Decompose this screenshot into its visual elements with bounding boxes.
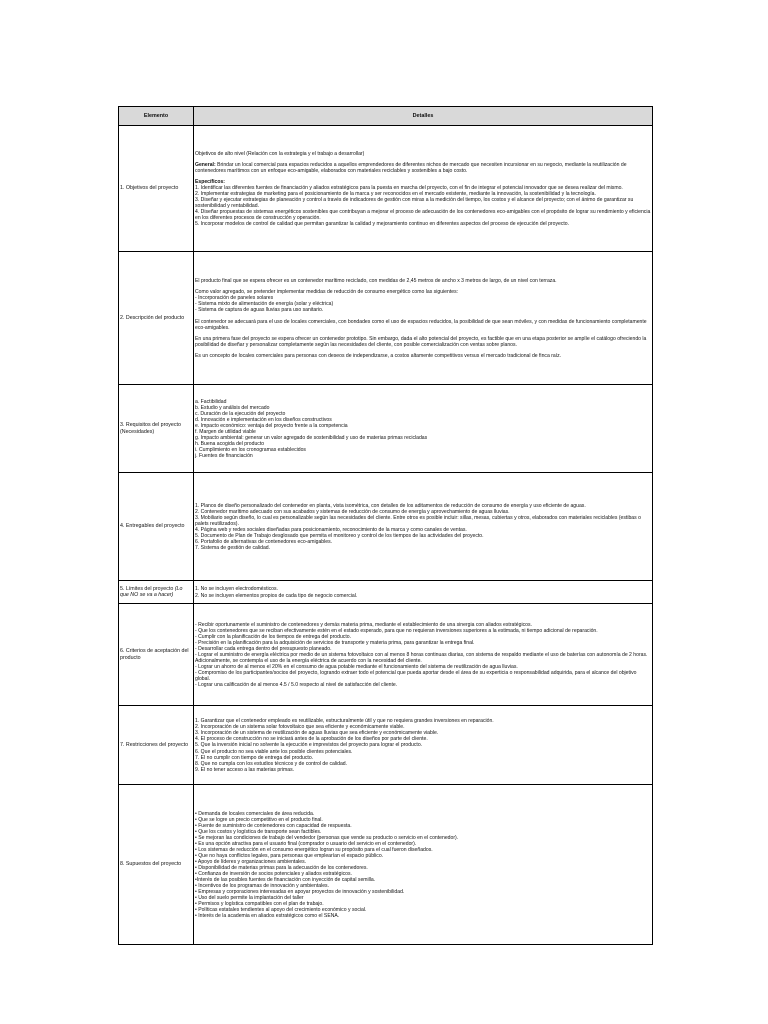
detail-line: - Recibir oportunamente el suministro de contenedores y demás materia prima, mediante el establecimiento de una sinergia con aliados estratégicos. [195, 621, 532, 628]
detail-line: - Compromiso de los participantes/socios del proyecto, logrando extraer todo el potencial que pueda aportar desde el área de su experticia o responsabilidad adquirida, para el alcance del objetivo global. [195, 670, 637, 683]
detail-line: Es un concepto de locales comerciales para personas con deseos de independizarse, a costos altamente competitivos versus el mercado tradicional de finca raíz. [195, 352, 562, 359]
table-row [119, 252, 653, 385]
detail-line: - Lograr un ahorro de al menos el 20% en el consumo de agua potable mediante el funcionamiento del sistema de reutilización de agua lluvias. [195, 664, 518, 671]
detail-line: 2. Contenedor marítimo adecuado con sus acabados y sistemas de reducción de consumo de energía y aprovechamiento de aguas lluvias. [195, 508, 510, 515]
detail-line: 3. Mobiliario según diseño, lo cual es personalizable según las necesidades del cliente. Entre otros es posible incluir: sillas, mesas, cubiertas y otros, elaborados con materiales reciclables (estibas o palets reutilizados). [195, 514, 641, 527]
detail-line: e. Impacto económico: ventaja del proyecto frente a la competencia [195, 422, 348, 429]
row-element-label [119, 581, 194, 604]
detail-line: - Que los contenedores que se reciban efectivamente estén en el estado esperado, para que no requieran inversiones superiores a la estimada, ni tiempo adicional de reparación. [195, 627, 598, 634]
detail-line: - Precisión en la planificación para la adquisición de servicios de transporte y materia prima, para garantizar la entrega final. [195, 639, 475, 646]
detail-line: 1. No se incluyen electrodomésticos. [195, 586, 278, 593]
table-row [119, 604, 653, 706]
header-elemento: Elemento [119, 107, 194, 126]
detail-line: 8. Que no cumpla con los estudios técnicos y de control de calidad. [195, 760, 348, 767]
detail-line: a. Factibilidad [195, 398, 227, 405]
row-label-text: 5. Límites del proyecto [120, 585, 175, 592]
detail-line: 4. Diseñar propuestas de sistemas energéticos sostenibles que contribuyan a mejorar el proceso de adecuación de los contenedores eco-amigables con el propósito de lograr su rendimiento y eficiencia en los diferentes procesos de construcción y operación. [195, 209, 651, 222]
detail-line: • Fuente de suministro de contenedores con capacidad de respuesta. [195, 822, 352, 829]
detail-line: 4. Página web y redes sociales diseñadas para posicionamiento, reconocimiento de la marca y como canales de ventas. [195, 527, 467, 533]
detail-line: 5. Que la inversión inicial no solvente la ejecución e imprevistos del proyecto para lograr el producto. [195, 742, 423, 749]
detail-line: • Los sistemas de reducción en el consumo energético logran su propósito para el cual fueron diseñados. [195, 846, 433, 853]
detail-line: 7. Sistema de gestión de calidad. [195, 545, 271, 552]
detail-line: 3. Incorporación de un sistema de reutilización de aguas lluvias que sea eficiente y económicamente viable. [195, 730, 439, 737]
detail-line: 7. El no cumplir con tiempo de entrega del producto. [195, 754, 314, 761]
row-details [194, 473, 653, 581]
detail-line: f. Margen de utilidad viable [195, 429, 256, 435]
row-element-label: 8. Supuestos del proyecto [119, 785, 194, 945]
row-details [194, 252, 653, 385]
detail-line: - Desarrollar cada entrega dentro del presupuesto planeado. [195, 645, 332, 652]
detail-line: 6. Que el producto no sea viable ante los posible clientes potenciales. [195, 748, 353, 755]
detail-line: • Interés de la academia en aliados estratégicos como el SENA. [195, 913, 340, 920]
detail-line: • Confianza de inversión de socios potenciales y aliados estratégicos. [195, 871, 352, 878]
detail-line: General: Brindar un local comercial para espacios reducidos a aquellos emprendedores de diferentes nichos de mercado que necesiten incursionar en su negocio, mediante la reutilización de contenedores marítimos con un enfoque eco-amigable, elaborados con materiales reciclables y sostenibles a bajo costo. [195, 161, 627, 174]
detail-line: - Sistema de captura de aguas lluvias para uso sanitario. [195, 307, 324, 314]
detail-line: g. Impacto ambiental: generar un valor agregado de sostenibilidad y uso de materias primas recicladas [195, 435, 428, 442]
detail-line: j. Fuentes de financiación [195, 453, 253, 460]
bold-prefix: General: [195, 161, 216, 168]
table-row [119, 385, 653, 473]
row-element-label: 2. Descripción del producto [119, 252, 194, 385]
detail-line: i. Cumplimiento en los cronogramas establecidos [195, 447, 306, 454]
table-row [119, 706, 653, 785]
detail-line: 1. Garantizar que el contenedor empleado es reutilizable, estructuralmente útil y que no requiera grandes inversiones en reparación. [195, 718, 494, 725]
detail-line: • Incentivos de los programas de innovación y ambientales. [195, 883, 330, 890]
detail-line: 1. Planos de diseño personalizado del contenedor en planta, vista isométrica, con detalles de los aditamentos de reducción de consumo de energía y uso eficiente de aguas. [195, 502, 586, 509]
detail-line: - Cumplir con la planificación de los tiempos de entrega del producto. [195, 633, 352, 640]
detail-line: - Sistema mixto de alimentación de energía (solar y eléctrica) [195, 301, 334, 308]
detail-line: b. Estudio y análisis del mercado [195, 404, 270, 411]
row-details [194, 785, 653, 945]
table-body [119, 126, 653, 945]
detail-line: • Apoyo de líderes y organizaciones ambientales. [195, 858, 307, 865]
row-details [194, 581, 653, 604]
detail-line: • Demanda de locales comerciales de área reducida. [195, 810, 315, 817]
header-detalles: Detalles [194, 107, 653, 126]
detail-line: 5. Incorporar modelos de control de calidad que permitan garantizar la calidad y mejoramiento continuo en diferentes aspectos del proceso de ejecución del proyecto. [195, 221, 570, 228]
row-details [194, 385, 653, 473]
row-label-italic-text: (Lo que NO se va a hacer) [120, 585, 183, 598]
detail-line: Específicos: [195, 178, 226, 185]
detail-line: - Lograr una calificación de al menos 4.5 / 5.0 respecto al nivel de satisfacción del cliente. [195, 682, 398, 689]
detail-line: El contenedor se adecuará para el uso de locales comerciales, con bondades como el uso de espacios reducidos, la posibilidad de que sean móviles, y con medidas de funcionamiento completamente eco-amigables. [195, 318, 647, 331]
row-element-label: 7. Restricciones del proyecto [119, 706, 194, 785]
row-element-label: 4. Entregables del proyecto [119, 473, 194, 581]
table-row [119, 785, 653, 945]
detail-line: - Lograr el suministro de energía eléctrica por medio de un sistema fotovoltaico con al menos 8 horas continuas diarias, con sistema de respaldo mediante el uso de baterías con autonomía de 2 horas. Adicionalmente, se contempla el uso de la energía eléctrica de acuerdo con la necesidad del cliente. [195, 651, 648, 665]
detail-line: 3. Diseñar y ejecutar estrategias de planeación y control a través de indicadores de gestión con miras a la medición del tiempo, los costos y el alcance del proyecto; con el ánimo de garantizar su sostenibilidad y rentabilidad. [195, 197, 634, 210]
table-row [119, 126, 653, 252]
detail-line: Objetivos de alto nivel (Relación con la estrategia y el trabajo a desarrollar) [195, 150, 365, 157]
detail-line: • Disponibilidad de materias primas para la adecuación de los contenedores. [195, 865, 368, 871]
detail-line: • Que se logre un precio competitivo en el producto final. [195, 816, 323, 823]
detail-line: • Permisos y logística compatibles con el plan de trabajo. [195, 901, 324, 908]
table-row [119, 581, 653, 604]
detail-line: • Es una opción atractiva para el usuario final (comprador o usuario del servicio en el contenedor). [195, 840, 417, 847]
detail-line: El producto final que se espera ofrecer es un contenedor marítimo reciclado, con medidas de 2,45 metros de ancho x 3 metros de largo, de un nivel con terraza. [195, 278, 557, 285]
detail-line: • Que los costos y logística de transporte sean factibles. [195, 828, 322, 835]
detail-line: - Incorporación de paneles solares [195, 295, 274, 302]
detail-line: 5. Documento de Plan de Trabajo desglosado que permita el monitoreo y control de los tiempos de las actividades del proyecto. [195, 533, 484, 540]
detail-line: • Que no haya conflictos legales, para personas que emplearían el espacio público. [195, 852, 384, 859]
detail-line: d. Innovación e implementación en los diseños constructivos [195, 416, 332, 423]
detail-line: 6. Portafolio de alternativas de contenedores eco-amigables. [195, 539, 333, 546]
detail-line: 2. Incorporación de un sistema solar fotovoltaico que sea eficiente y económicamente viable. [195, 724, 405, 731]
row-details [194, 126, 653, 252]
row-element-label: 1. Objetivos del proyecto [119, 126, 194, 252]
document-page [118, 106, 652, 945]
detail-line: • Políticas estatales tendientes al apoyo del crecimiento económico y social. [195, 907, 367, 914]
detail-line: 2. No se incluyen elementos propios de cada tipo de negocio comercial. [195, 592, 358, 599]
detail-line: 9. El no tener acceso a las materias primas. [195, 766, 295, 773]
detail-line: Como valor agregado, se pretender implementar medidas de reducción de consumo energético como las siguientes: [195, 289, 459, 296]
row-element-label: 6. Criterios de aceptación del producto [119, 604, 194, 706]
detail-line: • Uso del suelo permite la implantación del taller [195, 895, 304, 902]
detail-line: c. Duración de la ejecución del proyecto [195, 410, 286, 417]
detail-line: 1. Identificar las diferentes fuentes de financiación y aliados estratégicos para la puesta en marcha del proyecto, con el fin de integrar el potencial innovador que se desea realizar del mismo. [195, 184, 623, 191]
project-charter-table [118, 106, 653, 945]
row-element-label: 3. Requisitos del proyecto (Necesidades) [119, 385, 194, 473]
detail-line: 4. El proceso de construcción no se iniciará antes de la aprobación de los diseños por parte del cliente. [195, 736, 428, 743]
detail-line: • Se mejoran las condiciones de trabajo del vendedor (personas que vende su producto o servicio en el contenedor). [195, 834, 459, 841]
detail-line: • Empresas y corporaciones interesadas en apoyar proyectos de innovación y sostenibilidad. [195, 889, 405, 896]
table-row [119, 473, 653, 581]
row-details [194, 604, 653, 706]
detail-line: •Interés de las posibles fuentes de financiación con inyección de capital semilla. [195, 877, 376, 884]
detail-line: En una primera fase del proyecto se espera ofrecer un contenedor prototipo. Sin embargo, dada el alto potencial del proyecto, es factible que en una etapa posterior se amplíe el catálogo ofreciendo la posibilidad de diseñar y personalizar completamente según las necesidades del cliente, con posible comercialización con ventas sobre planos. [195, 335, 647, 348]
table-header-row [119, 107, 653, 126]
detail-line: h. Buena acogida del producto [195, 441, 265, 448]
row-details [194, 706, 653, 785]
detail-line: 2. Implementar estrategias de marketing para el posicionamiento de la marca y ser reconocidos en el mercado existente, mediante la innovación, la sostenibilidad y la tecnología. [195, 190, 596, 197]
